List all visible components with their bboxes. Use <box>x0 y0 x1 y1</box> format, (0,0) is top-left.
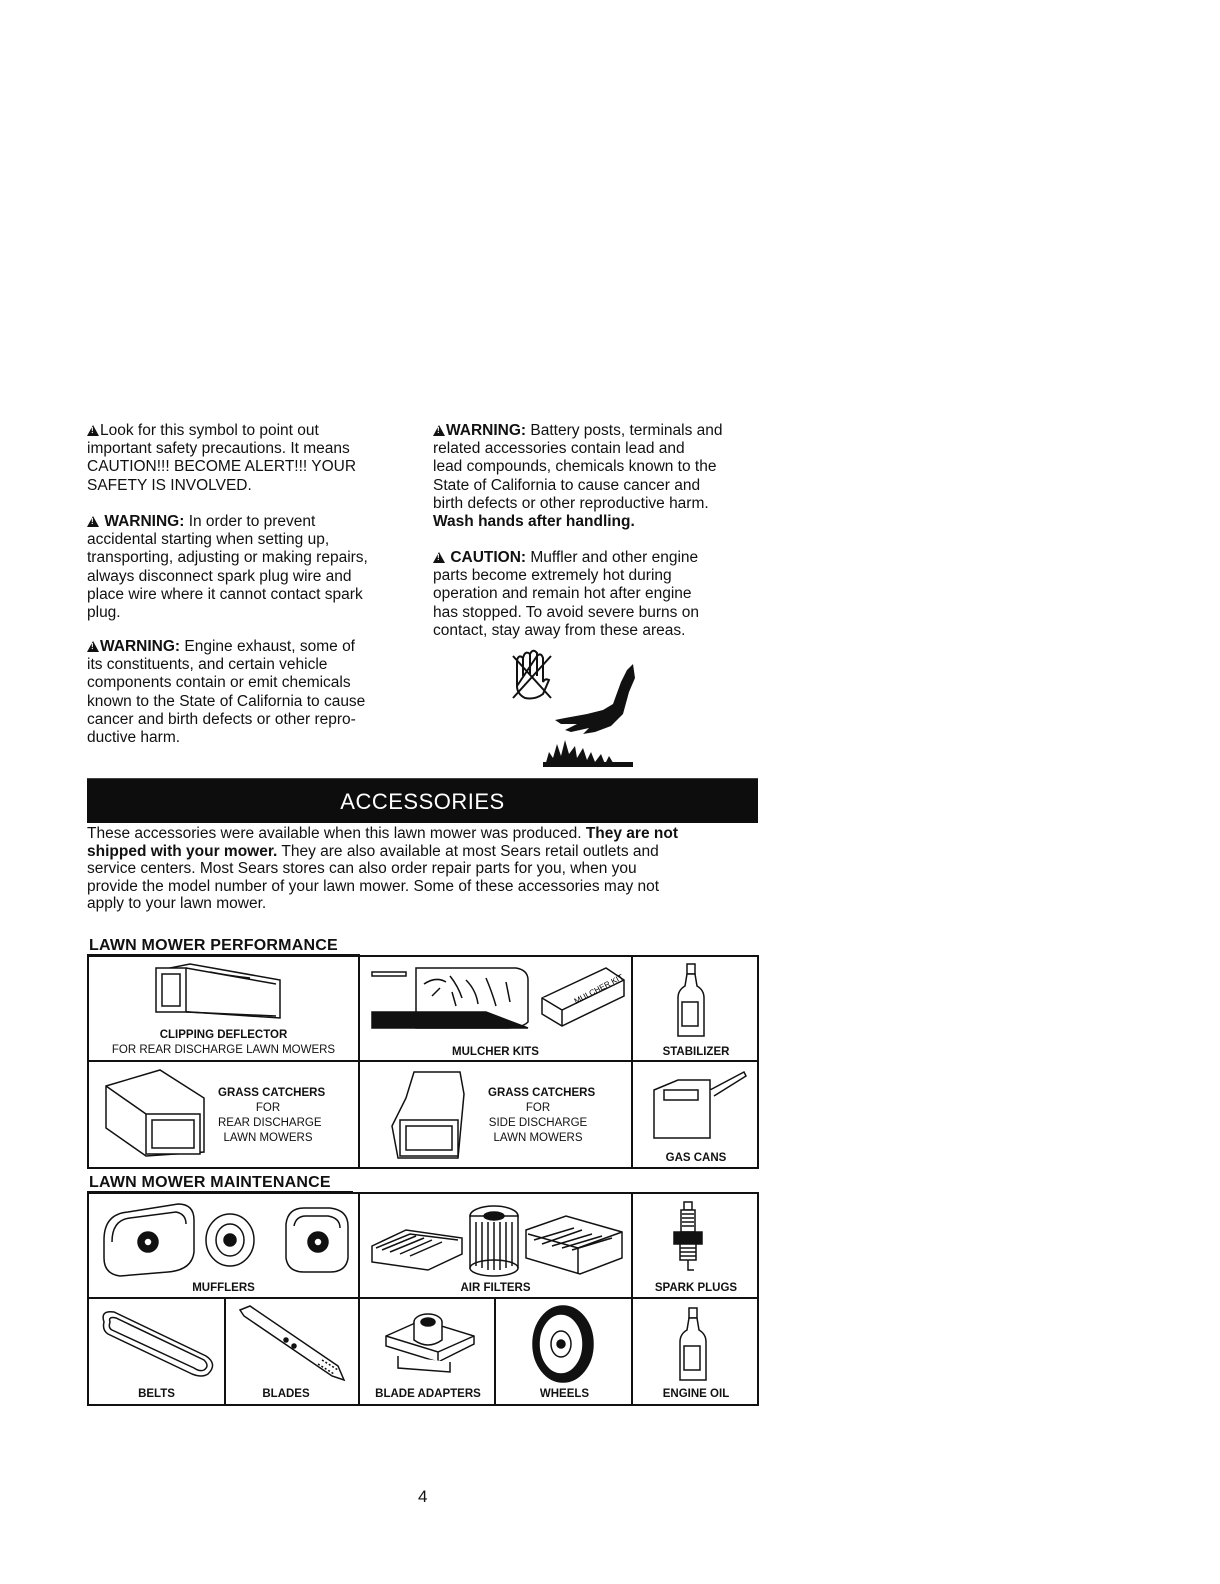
gc-rear-line4: LAWN MOWERS <box>223 1132 313 1144</box>
warning-label: WARNING: <box>104 513 185 530</box>
warning-line: transporting, adjusting or making repairs, <box>87 549 368 567</box>
warning-line: related accessories contain lead and <box>433 440 685 458</box>
divider <box>358 955 360 1169</box>
clipping-deflector-icon <box>150 962 290 1022</box>
engine-oil-bottle-icon <box>674 1306 714 1386</box>
clipping-deflector-label: CLIPPING DEFLECTOR <box>159 1029 288 1041</box>
page-number: 4 <box>418 1487 428 1506</box>
spark-plug-icon <box>668 1200 708 1280</box>
caution-line: parts become extremely hot during <box>433 567 672 585</box>
gc-rear-line3: REAR DISCHARGE <box>218 1117 322 1129</box>
divider <box>631 955 633 1169</box>
performance-heading: LAWN MOWER PERFORMANCE <box>89 937 338 954</box>
safety-intro <box>87 422 356 495</box>
gas-cans-label: GAS CANS <box>665 1152 727 1164</box>
warning-line: cancer and birth defects or other repro- <box>87 710 356 728</box>
air-filters-label: AIR FILTERS <box>460 1282 531 1294</box>
warning-triangle-icon <box>87 641 99 652</box>
mulcher-kits-label: MULCHER KITS <box>452 1046 539 1058</box>
warning-line: Engine exhaust, some of <box>180 638 355 655</box>
warning-line: components contain or emit chemicals <box>87 674 351 692</box>
blade-adapter-icon <box>380 1306 480 1376</box>
warning-line: ductive harm. <box>87 729 181 747</box>
intro-text: They are also available at most Sears retail outlets and <box>277 842 659 860</box>
warning-line: accidental starting when setting up, <box>87 531 330 549</box>
warning-line: lead compounds, chemicals known to the <box>433 458 717 476</box>
blade-adapters-label: BLADE ADAPTERS <box>375 1388 481 1400</box>
warning-line: its constituents, and certain vehicle <box>87 656 328 674</box>
clipping-deflector-sublabel: FOR REAR DISCHARGE LAWN MOWERS <box>111 1044 336 1056</box>
warning-label: WARNING: <box>100 638 181 655</box>
accessories-intro <box>87 825 678 913</box>
warning-line: plug. <box>87 604 121 622</box>
divider <box>87 1060 759 1062</box>
caution-hot-parts <box>433 549 699 640</box>
maintenance-heading: LAWN MOWER MAINTENANCE <box>89 1174 331 1191</box>
warning-line: Battery posts, terminals and <box>526 422 723 439</box>
intro-text: These accessories were available when this lawn mower was produced. <box>87 825 586 842</box>
warning-line: State of California to cause cancer and <box>433 476 701 494</box>
warning-line: In order to prevent <box>184 513 316 530</box>
warning-battery <box>433 422 723 531</box>
warning-triangle-icon <box>87 516 99 527</box>
divider <box>87 1297 759 1299</box>
intro-bold: They are not <box>585 825 678 842</box>
warning-exhaust <box>87 638 365 747</box>
mulcher-kit-icon <box>366 962 628 1040</box>
wash-hands-notice: Wash hands after handling. <box>433 513 635 531</box>
accessories-banner <box>87 778 758 823</box>
divider <box>358 1192 360 1406</box>
warning-triangle-icon <box>87 425 99 436</box>
warning-triangle-icon <box>433 552 445 563</box>
belts-label: BELTS <box>138 1388 175 1400</box>
stabilizer-label: STABILIZER <box>662 1046 730 1058</box>
mufflers-label: MUFFLERS <box>192 1282 255 1294</box>
intro-text: provide the model number of your lawn mower. Some of these accessories may not <box>87 877 660 895</box>
caution-label: CAUTION: <box>450 549 527 566</box>
caution-line: operation and remain hot after engine <box>433 585 692 603</box>
wheels-label: WHEELS <box>539 1388 590 1400</box>
spark-plugs-label: SPARK PLUGS <box>654 1282 738 1294</box>
divider <box>631 1192 633 1406</box>
mufflers-icon <box>98 1200 352 1280</box>
gc-side-line4: LAWN MOWERS <box>493 1132 583 1144</box>
gc-rear-line2: FOR <box>255 1102 281 1114</box>
gc-side-line1: GRASS CATCHERS <box>488 1087 596 1099</box>
warning-spark-plug <box>87 513 368 622</box>
wheel-icon <box>528 1302 598 1386</box>
hot-surface-hand-icon <box>505 648 635 768</box>
gas-can-icon <box>648 1068 748 1144</box>
rear-grass-catcher-icon <box>100 1068 212 1160</box>
blades-icon <box>234 1304 350 1384</box>
warning-line: always disconnect spark plug wire and <box>87 567 352 585</box>
engine-oil-label: ENGINE OIL <box>662 1388 730 1400</box>
side-grass-catcher-icon <box>384 1068 470 1162</box>
warning-line: birth defects or other reproductive harm. <box>433 494 709 512</box>
intro-text: service centers. Most Sears stores can also order repair parts for you, when you <box>87 860 637 878</box>
gc-side-line2: FOR <box>525 1102 551 1114</box>
mulcher-box-text: MULCHER KIT <box>572 972 625 1006</box>
intro-text: apply to your lawn mower. <box>87 895 267 913</box>
safety-intro-line: important safety precautions. It means <box>87 440 350 458</box>
caution-line: Muffler and other engine <box>526 549 699 566</box>
warning-line: known to the State of California to cause <box>87 692 366 710</box>
intro-bold: shipped with your mower. <box>87 842 278 860</box>
safety-intro-line: Look for this symbol to point out <box>100 422 319 439</box>
safety-intro-line: SAFETY IS INVOLVED. <box>87 476 252 494</box>
caution-line: has stopped. To avoid severe burns on <box>433 603 699 621</box>
gc-rear-line1: GRASS CATCHERS <box>218 1087 326 1099</box>
safety-intro-line: CAUTION!!! BECOME ALERT!!! YOUR <box>87 458 357 476</box>
stabilizer-bottle-icon <box>672 962 712 1042</box>
warning-label: WARNING: <box>446 422 527 439</box>
warning-triangle-icon <box>433 425 445 436</box>
air-filters-icon <box>366 1200 628 1278</box>
blades-label: BLADES <box>262 1388 310 1400</box>
caution-line: contact, stay away from these areas. <box>433 621 686 639</box>
warning-line: place wire where it cannot contact spark <box>87 585 363 603</box>
accessories-title: ACCESSORIES <box>340 789 505 814</box>
belts-icon <box>96 1306 220 1380</box>
gc-side-line3: SIDE DISCHARGE <box>488 1117 588 1129</box>
